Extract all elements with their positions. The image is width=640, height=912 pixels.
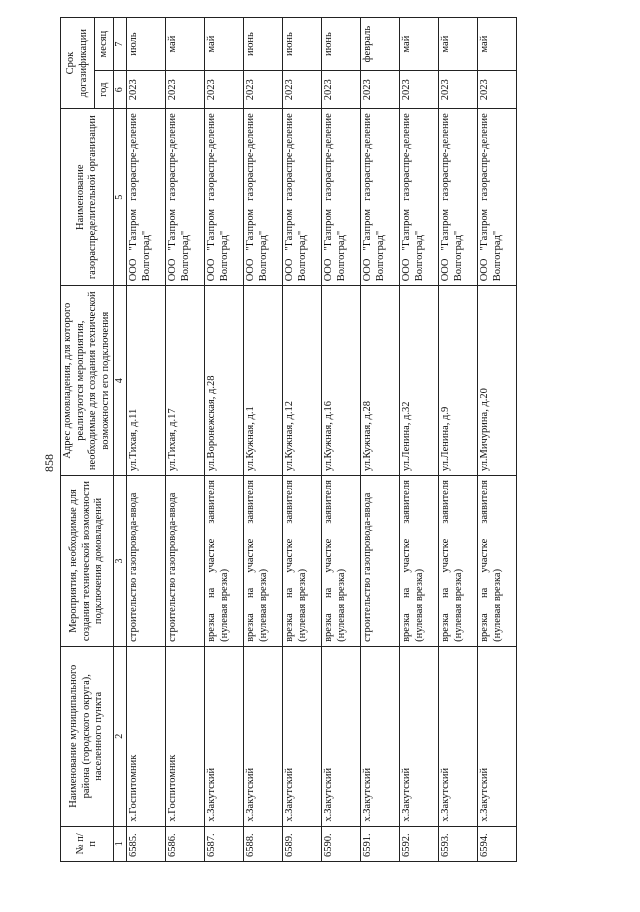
cell-month: май xyxy=(205,18,244,71)
cell-num: 6589. xyxy=(283,826,322,861)
cell-year: 2023 xyxy=(244,71,283,109)
table-row xyxy=(400,18,439,862)
table-body xyxy=(127,18,517,862)
cell-year: 2023 xyxy=(127,71,166,109)
cell-event: врезка на участке заявителя (нулевая врезка) xyxy=(400,476,439,647)
header-num: № п/п xyxy=(61,826,114,861)
column-index-cell: 6 xyxy=(114,71,127,109)
cell-month: июнь xyxy=(283,18,322,71)
cell-name: х.Закутский xyxy=(322,646,361,826)
cell-event: врезка на участке заявителя (нулевая врезка) xyxy=(244,476,283,647)
gasification-table xyxy=(60,17,517,862)
header-name: Наименование муниципального района (городского округа), населенного пункта xyxy=(61,646,114,826)
cell-address: ул.Тихая, д.11 xyxy=(127,286,166,476)
cell-month: май xyxy=(400,18,439,71)
cell-month: июнь xyxy=(244,18,283,71)
cell-address: ул.Ленина, д.32 xyxy=(400,286,439,476)
cell-num: 6585. xyxy=(127,826,166,861)
cell-num: 6587. xyxy=(205,826,244,861)
cell-address: ул.Кужная, д.28 xyxy=(361,286,400,476)
column-index-cell: 5 xyxy=(114,109,127,286)
table-row xyxy=(478,18,517,862)
column-index-cell: 1 xyxy=(114,826,127,861)
cell-name: х.Закутский xyxy=(283,646,322,826)
column-index-cell: 7 xyxy=(114,18,127,71)
cell-month: июль xyxy=(127,18,166,71)
cell-name: х.Закутский xyxy=(361,646,400,826)
cell-month: июнь xyxy=(322,18,361,71)
cell-event: строительство газопровода-ввода xyxy=(127,476,166,647)
cell-year: 2023 xyxy=(361,71,400,109)
cell-year: 2023 xyxy=(439,71,478,109)
cell-month: февраль xyxy=(361,18,400,71)
cell-year: 2023 xyxy=(205,71,244,109)
header-month: месяц xyxy=(95,18,114,71)
cell-num: 6590. xyxy=(322,826,361,861)
cell-org: ООО "Газпром газораспре-деление Волгоград" xyxy=(361,109,400,286)
cell-org: ООО "Газпром газораспре-деление Волгоград" xyxy=(205,109,244,286)
table-row xyxy=(361,18,400,862)
cell-address: ул.Воронежская, д.28 xyxy=(205,286,244,476)
cell-event: строительство газопровода-ввода xyxy=(166,476,205,647)
cell-year: 2023 xyxy=(478,71,517,109)
cell-num: 6594. xyxy=(478,826,517,861)
cell-org: ООО "Газпром газораспре-деление Волгоград" xyxy=(283,109,322,286)
column-index-cell: 3 xyxy=(114,476,127,647)
cell-event: врезка на участке заявителя (нулевая врезка) xyxy=(205,476,244,647)
cell-name: х.Закутский xyxy=(244,646,283,826)
page-number: 858 xyxy=(42,454,56,472)
cell-org: ООО "Газпром газораспре-деление Волгоград" xyxy=(244,109,283,286)
table-row xyxy=(322,18,361,862)
cell-address: ул.Кужная, д.12 xyxy=(283,286,322,476)
column-index-cell: 2 xyxy=(114,646,127,826)
cell-month: май xyxy=(439,18,478,71)
header-event: Мероприятия, необходимые для создания технической возможности подключения домовладений xyxy=(61,476,114,647)
cell-num: 6592. xyxy=(400,826,439,861)
cell-name: х.Закутский xyxy=(400,646,439,826)
table-row xyxy=(166,18,205,862)
column-index-cell: 4 xyxy=(114,286,127,476)
header-term: Срок догазификации xyxy=(61,18,95,109)
header-year: год xyxy=(95,71,114,109)
cell-year: 2023 xyxy=(283,71,322,109)
cell-org: ООО "Газпром газораспре-деление Волгоград" xyxy=(322,109,361,286)
table-row xyxy=(127,18,166,862)
cell-num: 6591. xyxy=(361,826,400,861)
cell-name: х.Закутский xyxy=(205,646,244,826)
header-address: Адрес домовладения, для которого реализуются мероприятия, необходимые для создания технической возможности его подключения xyxy=(61,286,114,476)
cell-event: врезка на участке заявителя (нулевая врезка) xyxy=(439,476,478,647)
cell-name: х.Госпитомник xyxy=(166,646,205,826)
cell-year: 2023 xyxy=(166,71,205,109)
cell-name: х.Закутский xyxy=(478,646,517,826)
header-org: Наименование газораспределительной организации xyxy=(61,109,114,286)
cell-event: врезка на участке заявителя (нулевая врезка) xyxy=(478,476,517,647)
cell-org: ООО "Газпром газораспре-деление Волгоград" xyxy=(166,109,205,286)
cell-address: ул.Мичурина, д.20 xyxy=(478,286,517,476)
table-row xyxy=(205,18,244,862)
cell-year: 2023 xyxy=(322,71,361,109)
cell-org: ООО "Газпром газораспре-деление Волгоград" xyxy=(400,109,439,286)
cell-address: ул.Ленина, д.9 xyxy=(439,286,478,476)
cell-org: ООО "Газпром газораспре-деление Волгоград" xyxy=(478,109,517,286)
cell-address: ул.Кужная, д.16 xyxy=(322,286,361,476)
cell-event: врезка на участке заявителя (нулевая врезка) xyxy=(322,476,361,647)
cell-org: ООО "Газпром газораспре-деление Волгоград" xyxy=(127,109,166,286)
cell-month: май xyxy=(478,18,517,71)
cell-num: 6586. xyxy=(166,826,205,861)
cell-num: 6593. xyxy=(439,826,478,861)
table-row xyxy=(244,18,283,862)
table-row xyxy=(283,18,322,862)
cell-num: 6588. xyxy=(244,826,283,861)
cell-address: ул.Тихая, д.17 xyxy=(166,286,205,476)
column-index-row xyxy=(114,18,127,862)
cell-month: май xyxy=(166,18,205,71)
cell-year: 2023 xyxy=(400,71,439,109)
table-row xyxy=(439,18,478,862)
cell-org: ООО "Газпром газораспре-деление Волгоград" xyxy=(439,109,478,286)
cell-event: строительство газопровода-ввода xyxy=(361,476,400,647)
cell-name: х.Закутский xyxy=(439,646,478,826)
cell-event: врезка на участке заявителя (нулевая врезка) xyxy=(283,476,322,647)
cell-address: ул.Кужная, д.1 xyxy=(244,286,283,476)
cell-name: х.Госпитомник xyxy=(127,646,166,826)
